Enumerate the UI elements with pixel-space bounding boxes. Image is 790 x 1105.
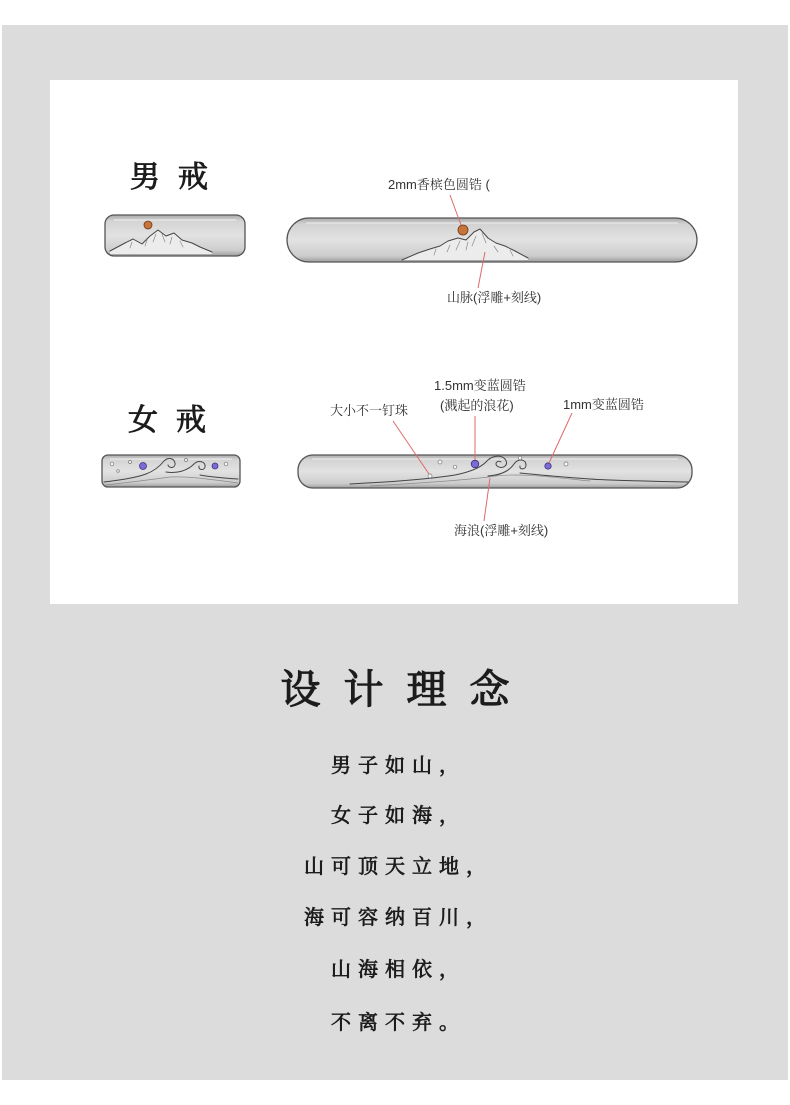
bead [129, 461, 132, 464]
female-ring-heading: 女戒 [128, 403, 224, 438]
poem-line: 女子如海， [331, 803, 466, 827]
bead [110, 462, 114, 466]
bead [117, 470, 120, 473]
bead [564, 462, 568, 466]
blue-gem-large [471, 460, 479, 468]
poem-line: 海可容纳百川， [304, 905, 493, 929]
ring-diagram-card [50, 80, 738, 604]
bead [185, 459, 188, 462]
female-ring-large [298, 455, 692, 488]
bead [428, 474, 432, 478]
champagne-gem-label: 2mm香槟色圆锆 ( [388, 177, 490, 192]
ring-illustration-svg [50, 80, 738, 604]
large-blue-gem-note: (溅起的浪花) [440, 398, 514, 413]
blue-gem [212, 463, 218, 469]
female-ring-large-band [298, 455, 692, 488]
blue-gem [140, 463, 147, 470]
poem-line: 不离不弃。 [331, 1010, 466, 1034]
male-ring-large [287, 218, 697, 262]
blue-gem-small [545, 463, 551, 469]
beads-label: 大小不一钉珠 [330, 403, 409, 418]
bead [224, 462, 228, 466]
champagne-gem [144, 221, 152, 229]
poem-line: 山海相依， [331, 957, 466, 981]
female-ring-small-band [102, 455, 240, 487]
poem-line: 山可顶天立地， [304, 854, 493, 878]
small-blue-gem-label: 1mm变蓝圆锆 [563, 397, 644, 412]
wave-relief-label: 海浪(浮雕+刻线) [454, 523, 549, 538]
poem-line: 男子如山， [331, 753, 466, 777]
concept-title: 设计理念 [280, 666, 533, 713]
champagne-gem [458, 225, 468, 235]
bead [438, 460, 442, 464]
large-blue-gem-label: 1.5mm变蓝圆锆 [434, 378, 526, 393]
male-ring-heading: 男戒 [130, 160, 226, 195]
female-ring-small [102, 455, 240, 487]
mountain-relief-label: 山脉(浮雕+刻线) [447, 290, 542, 305]
bead [453, 465, 457, 469]
male-ring-small [105, 215, 245, 256]
bead [518, 456, 522, 460]
